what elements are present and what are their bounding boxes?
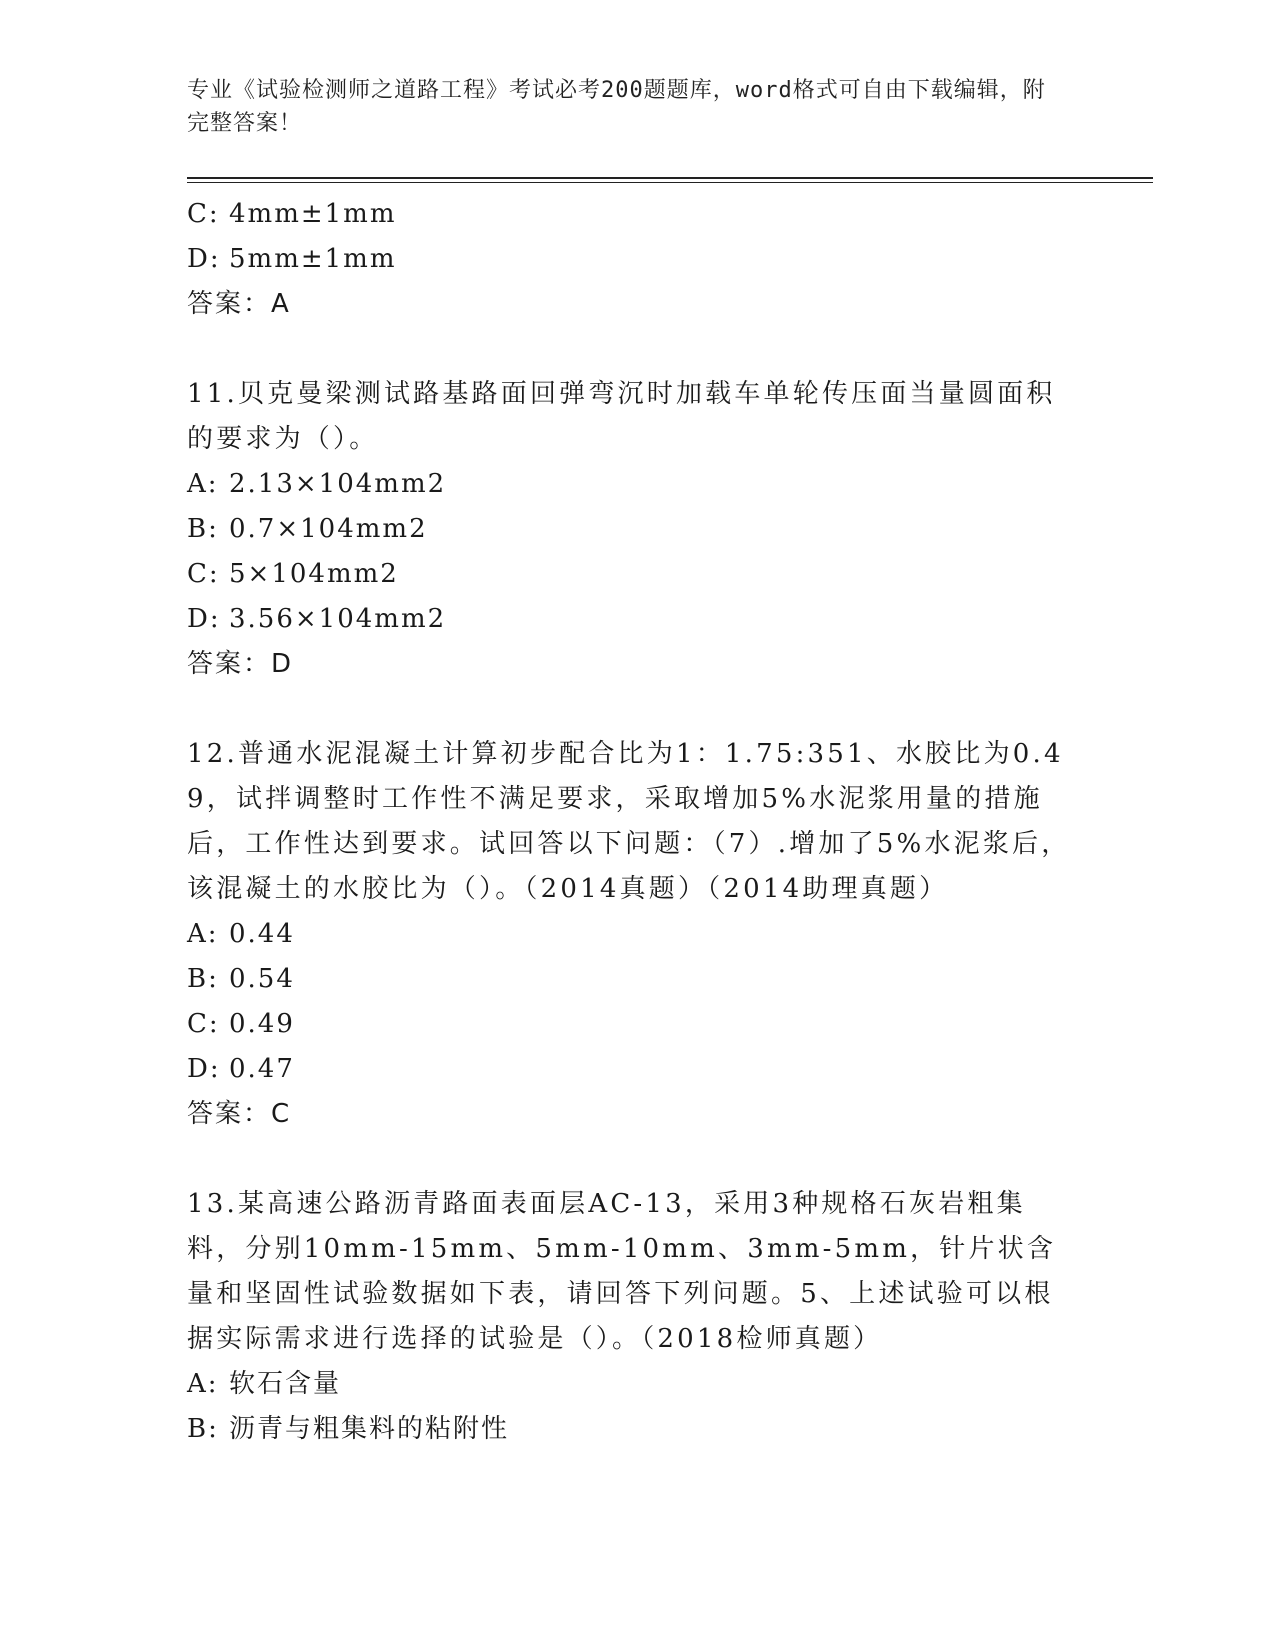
option-label: C: xyxy=(187,199,220,229)
option-label: A: xyxy=(187,469,219,499)
option-label: B: xyxy=(187,1414,219,1444)
option-label: B: xyxy=(187,964,219,994)
option-line xyxy=(187,957,1077,1002)
option-line xyxy=(187,237,1077,282)
option-text: 5×104mm2 xyxy=(229,559,399,589)
option-label: D: xyxy=(187,1054,221,1084)
option-line xyxy=(187,1047,1077,1092)
option-text: 0.49 xyxy=(229,1009,295,1039)
header-divider xyxy=(187,177,1153,179)
header-divider-thin xyxy=(187,182,1153,183)
answer-line: 答案：C xyxy=(187,1099,292,1129)
option-label: C: xyxy=(187,559,220,589)
option-text: 2.13×104mm2 xyxy=(229,469,447,499)
option-label: D: xyxy=(187,244,221,274)
option-label: C: xyxy=(187,1009,220,1039)
option-label: A: xyxy=(187,919,219,949)
question-stem: 12.普通水泥混凝土计算初步配合比为1：1.75:351、水胶比为0.49，试拌调整时工作性不满足要求，采取增加5%水泥浆用量的措施后，工作性达到要求。试回答以下问题：（7）.增加了5%水泥浆后，该混凝土的水胶比为（）。（2014真题）（2014助理真题） xyxy=(187,739,1071,904)
option-line xyxy=(187,912,1077,957)
option-text: 0.7×104mm2 xyxy=(229,514,428,544)
option-text: 4mm±1mm xyxy=(229,199,397,229)
option-label: D: xyxy=(187,604,221,634)
option-text: 软石含量 xyxy=(229,1369,342,1399)
option-line xyxy=(187,462,1077,507)
option-line xyxy=(187,192,1077,237)
option-line xyxy=(187,1407,1077,1452)
question-list xyxy=(187,192,1077,1452)
option-line xyxy=(187,552,1077,597)
option-label: A: xyxy=(187,1369,219,1399)
option-text: 沥青与粗集料的粘附性 xyxy=(229,1414,510,1444)
option-text: 5mm±1mm xyxy=(229,244,397,274)
answer-line: 答案：A xyxy=(187,289,291,319)
option-line xyxy=(187,507,1077,552)
option-line xyxy=(187,1362,1077,1407)
document-header: 专业《试验检测师之道路工程》考试必考200题题库，word格式可自由下载编辑，附完整答案！ xyxy=(187,78,1046,136)
option-text: 0.44 xyxy=(229,919,295,949)
question-stem: 11.贝克曼梁测试路基路面回弹弯沉时加载车单轮传压面当量圆面积的要求为（）。 xyxy=(187,379,1056,454)
question-stem: 13.某高速公路沥青路面表面层AC-13，采用3种规格石灰岩粗集料，分别10mm-15mm、5mm-10mm、3mm-5mm，针片状含量和坚固性试验数据如下表，请回答下列问题。5、上述试验可以根据实际需求进行选择的试验是（）。（2018检师真题） xyxy=(187,1189,1057,1354)
option-label: B: xyxy=(187,514,219,544)
option-text: 0.54 xyxy=(229,964,295,994)
option-text: 3.56×104mm2 xyxy=(229,604,447,634)
option-line xyxy=(187,597,1077,642)
option-line xyxy=(187,1002,1077,1047)
answer-line: 答案：D xyxy=(187,649,294,679)
option-text: 0.47 xyxy=(229,1054,295,1084)
